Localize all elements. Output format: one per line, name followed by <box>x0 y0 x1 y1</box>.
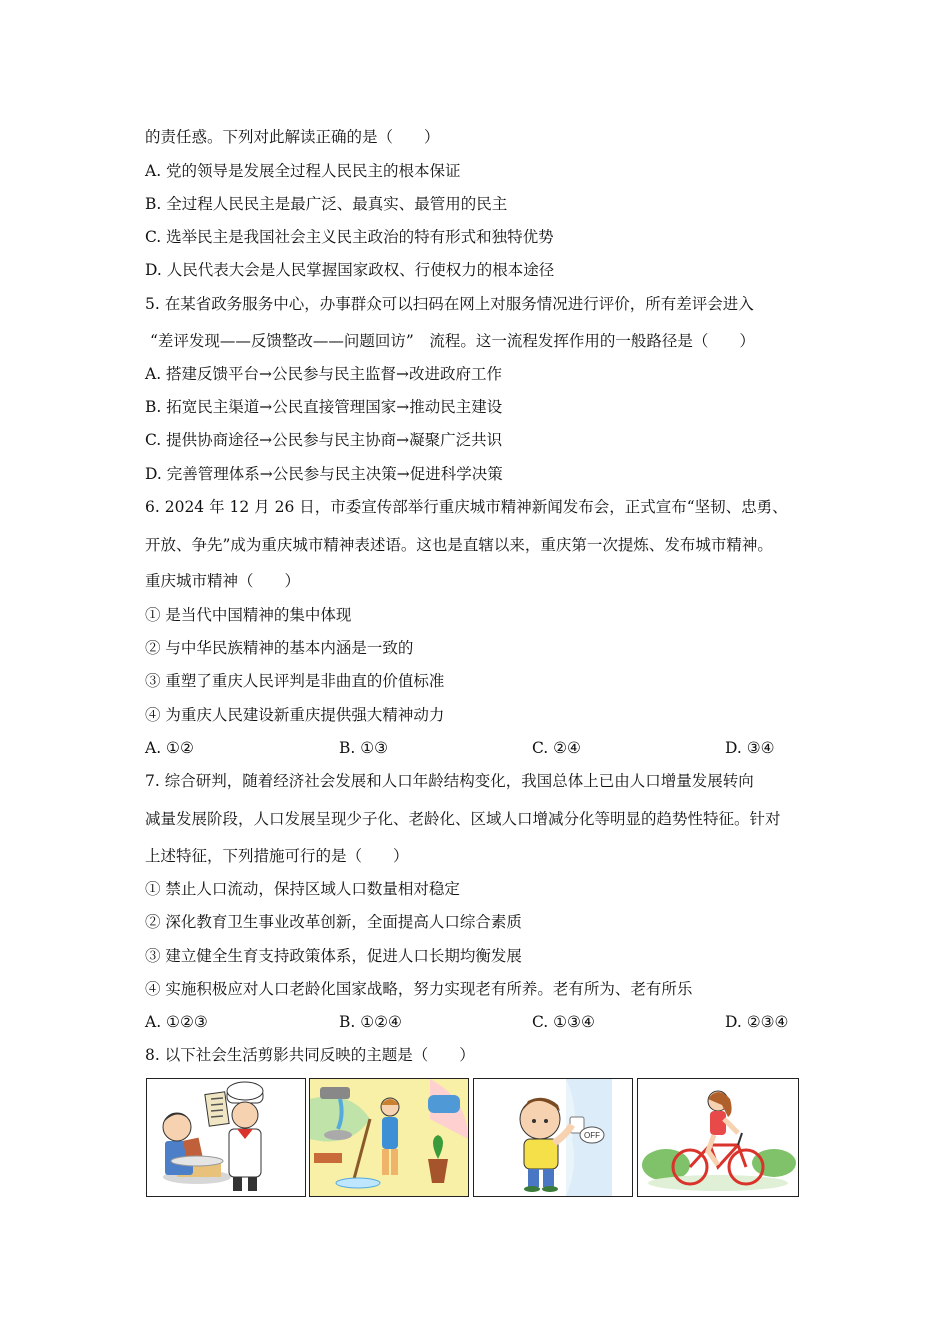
q7-option-c: C. ①③④ <box>532 1013 595 1031</box>
boy-and-chef-illustration <box>147 1079 305 1196</box>
light-switch-illustration <box>474 1079 632 1196</box>
q8-picture-strip <box>146 1078 799 1197</box>
q7-statement-3: ③ 建立健全生育支持政策体系，促进人口长期均衡发展 <box>145 947 522 965</box>
q6-option-c: C. ②④ <box>532 739 581 757</box>
q6-option-b: B. ①③ <box>339 739 389 757</box>
q7-stem-3: 上述特征，下列措施可行的是（ ） <box>145 847 409 865</box>
picture-order-food <box>146 1078 306 1197</box>
q7-option-d: D. ②③④ <box>725 1013 789 1031</box>
q6-stem-2: 开放、争先”成为重庆城市精神表述语。这也是直辖以来，重庆第一次提炼、发布城市精神。 <box>145 536 773 554</box>
q6-option-a: A. ①② <box>145 739 194 757</box>
q7-stem-2: 减量发展阶段，人口发展呈现少子化、老龄化、区域人口增减分化等明显的趋势性特征。针对 <box>145 810 781 828</box>
off-label: OFF <box>584 1131 600 1140</box>
q6-statement-4: ④ 为重庆人民建设新重庆提供强大精神动力 <box>145 706 445 724</box>
q6-stem-1: 6. 2024 年 12 月 26 日，市委宣传部举行重庆城市精神新闻发布会，正式宣布“坚韧、忠勇、 <box>145 498 788 516</box>
q8-stem: 8. 以下社会生活剪影共同反映的主题是（ ） <box>145 1046 475 1064</box>
q5-option-a: A. 搭建反馈平台→公民参与民主监督→改进政府工作 <box>145 365 503 383</box>
q7-statement-1: ① 禁止人口流动，保持区域人口数量相对稳定 <box>145 880 460 898</box>
picture-green-travel <box>637 1078 799 1197</box>
text-line-1: 的责任惑。下列对此解读正确的是（ ） <box>145 128 440 146</box>
q7-option-a: A. ①②③ <box>145 1013 208 1031</box>
picture-saving-electricity <box>473 1078 633 1197</box>
q6-statement-2: ② 与中华民族精神的基本内涵是一致的 <box>145 639 414 657</box>
q7-option-b: B. ①②④ <box>339 1013 402 1031</box>
q6-statement-3: ③ 重塑了重庆人民评判是非曲直的价值标准 <box>145 672 445 690</box>
q6-stem-3: 重庆城市精神（ ） <box>145 572 301 590</box>
q6-option-d: D. ③④ <box>725 739 775 757</box>
q7-stem-1: 7. 综合研判，随着经济社会发展和人口年龄结构变化，我国总体上已由人口增量发展转向 <box>145 772 754 790</box>
picture-saving-water <box>309 1078 469 1197</box>
q4-option-d: D. 人民代表大会是人民掌握国家政权、行使权力的根本途径 <box>145 261 555 279</box>
q5-stem-1: 5. 在某省政务服务中心，办事群众可以扫码在网上对服务情况进行评价，所有差评会进入 <box>145 295 754 313</box>
q5-option-d: D. 完善管理体系→公民参与民主决策→促进科学决策 <box>145 465 503 483</box>
q6-statement-1: ① 是当代中国精神的集中体现 <box>145 606 352 624</box>
q4-option-a: A. 党的领导是发展全过程人民民主的根本保证 <box>145 162 461 180</box>
q7-statement-2: ② 深化教育卫生事业改革创新，全面提高人口综合素质 <box>145 913 522 931</box>
q4-option-b: B. 全过程人民民主是最广泛、最真实、最管用的民主 <box>145 195 508 213</box>
q4-option-c: C. 选举民主是我国社会主义民主政治的特有形式和独特优势 <box>145 228 554 246</box>
water-saving-illustration <box>310 1079 468 1196</box>
q5-option-c: C. 提供协商途径→公民参与民主协商→凝聚广泛共识 <box>145 431 503 449</box>
bicycle-illustration <box>638 1079 798 1196</box>
q7-statement-4: ④ 实施积极应对人口老龄化国家战略，努力实现老有所养。老有所为、老有所乐 <box>145 980 693 998</box>
q5-option-b: B. 拓宽民主渠道→公民直接管理国家→推动民主建设 <box>145 398 503 416</box>
q5-stem-2: “差评发现——反馈整改——问题回访” 流程。这一流程发挥作用的一般路径是（ ） <box>150 332 755 350</box>
